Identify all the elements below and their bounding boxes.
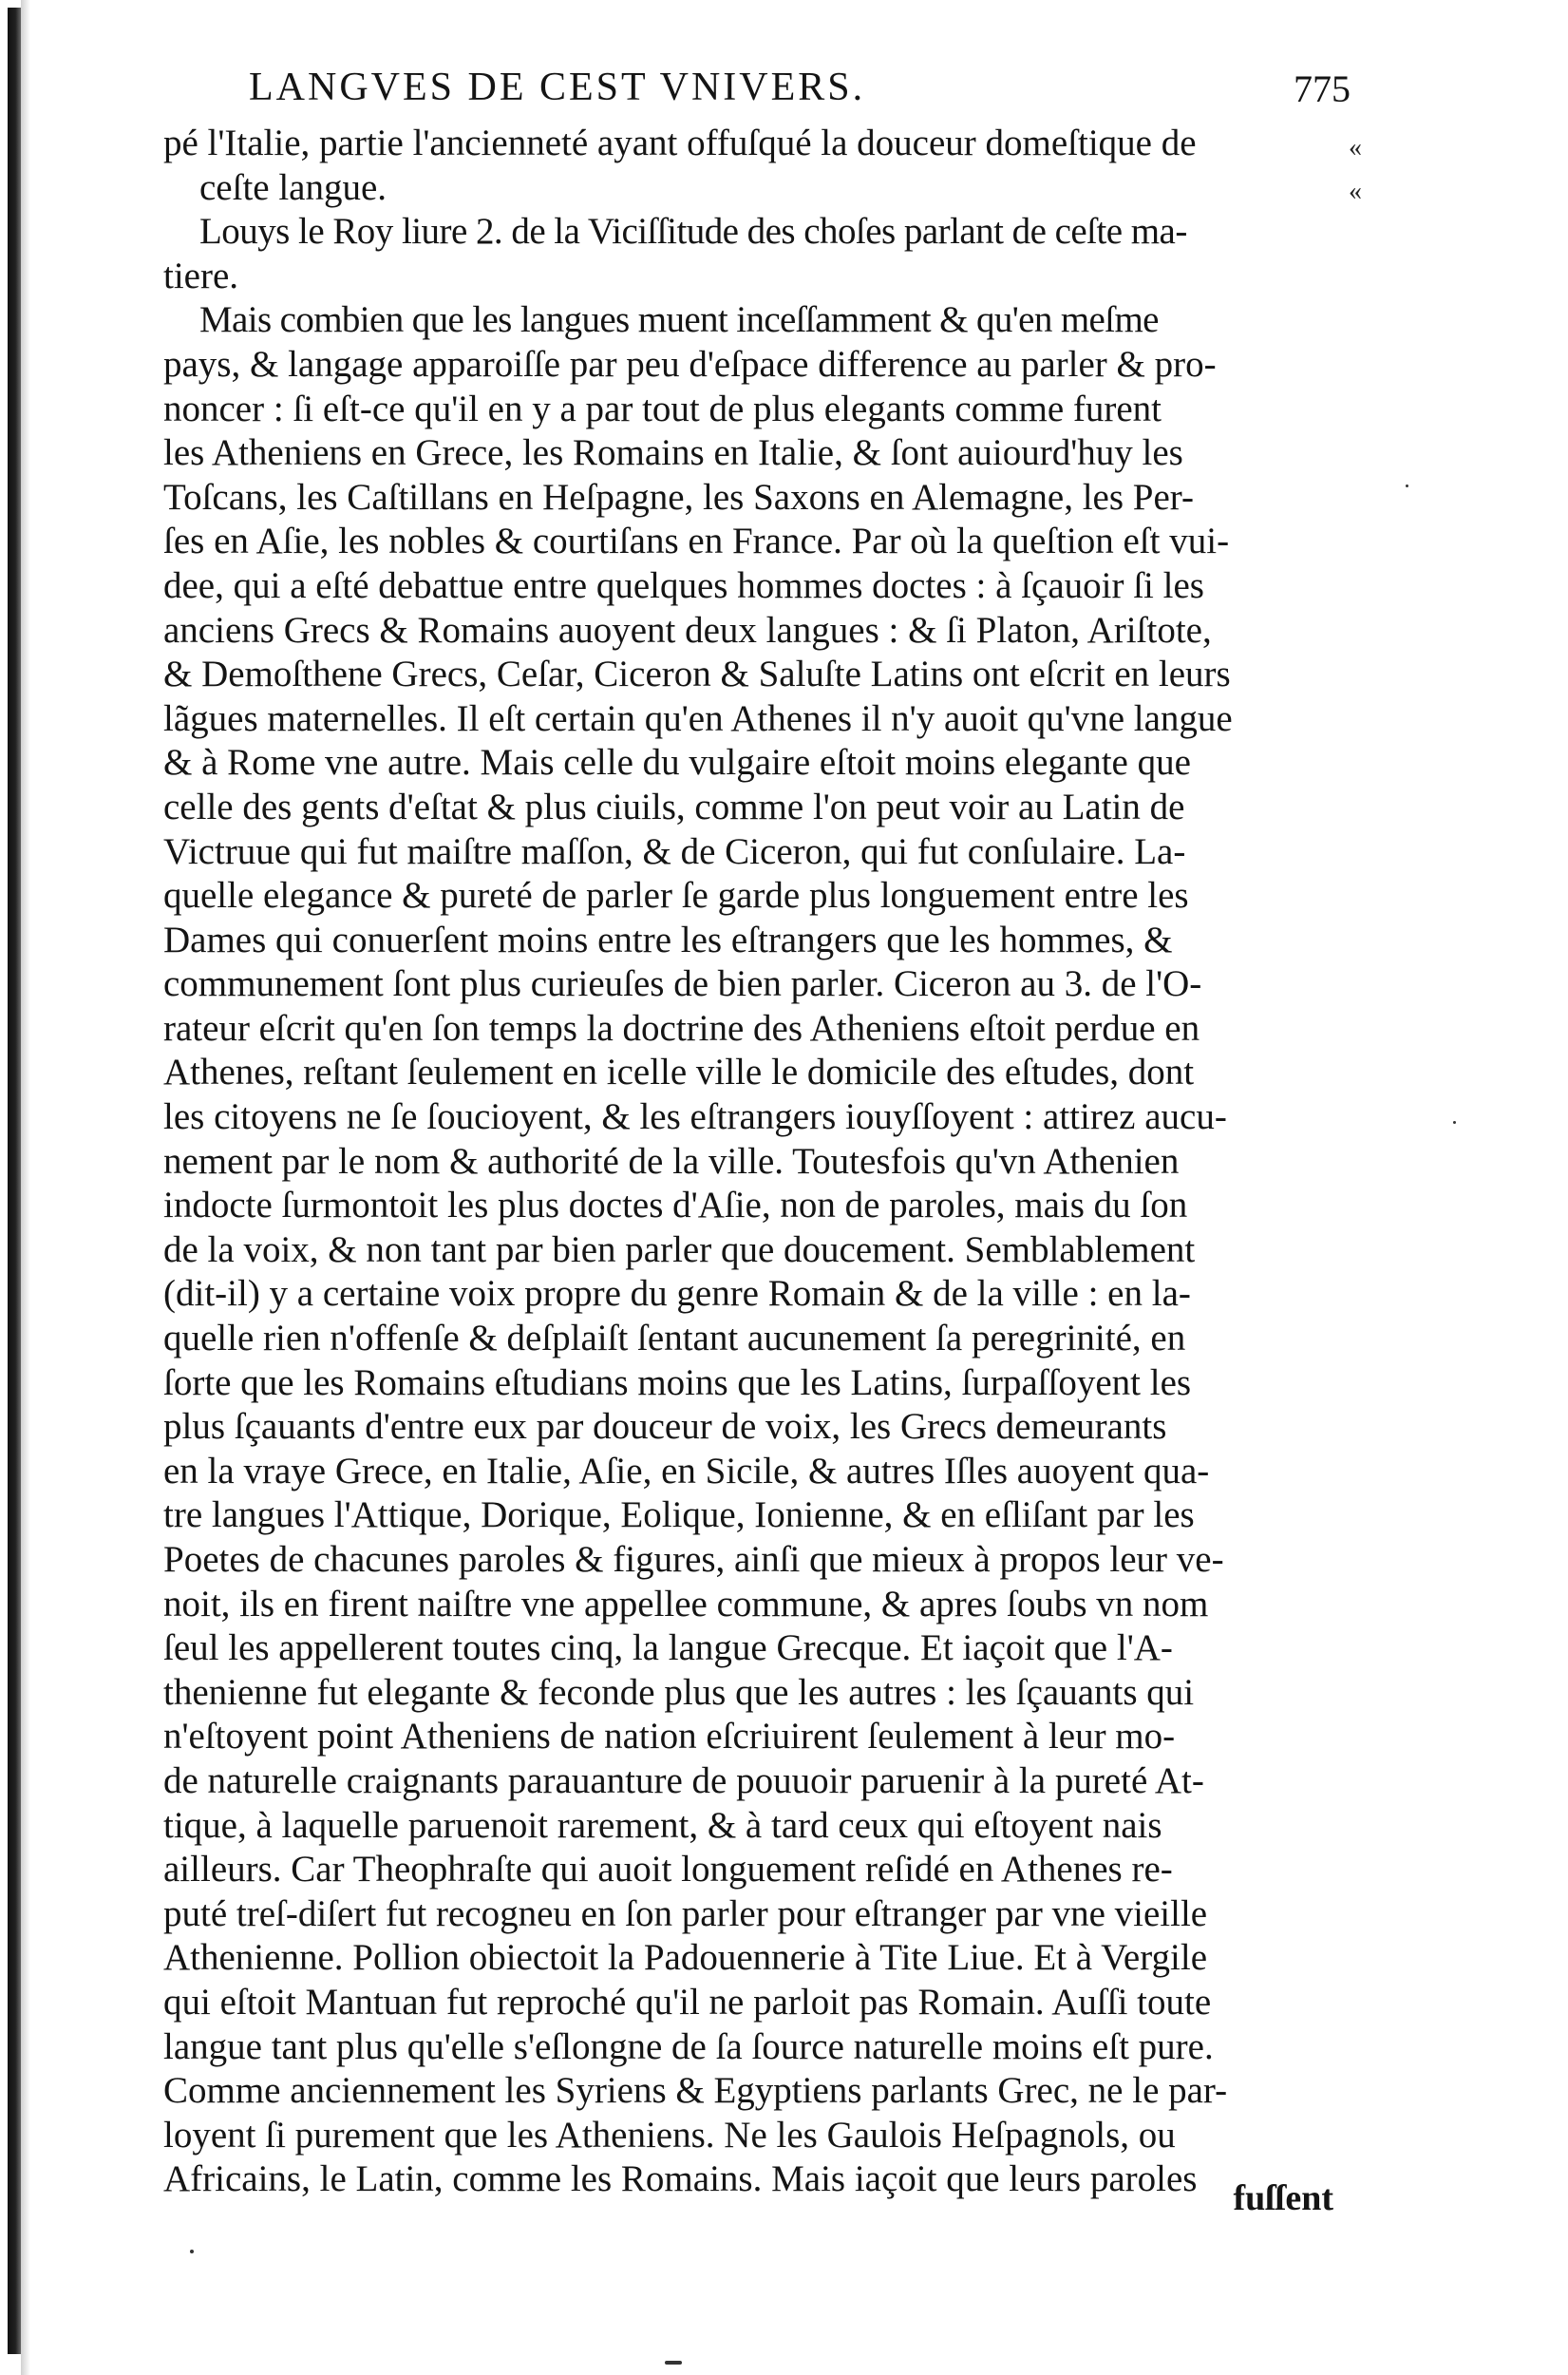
text-line: Athenes, reſtant ſeulement en icelle ville le domicile des eſtudes, dont	[163, 1052, 1195, 1093]
gutter-shadow	[21, 0, 30, 2375]
text-line: de la voix, & non tant par bien parler que doucement. Semblablement	[163, 1228, 1196, 1270]
text-line: & Demoſthene Grecs, Ceſar, Ciceron & Saluſte Latins ont eſcrit en leurs	[163, 654, 1231, 695]
text-line: Africains, le Latin, comme les Romains. Mais iaçoit que leurs paroles	[163, 2158, 1198, 2200]
text-line: loyent ſi purement que les Atheniens. Ne les Gaulois Heſpagnols, ou	[163, 2114, 1176, 2156]
text-line: thenienne fut elegante & feconde plus que les autres : les ſçauants qui	[163, 1671, 1195, 1713]
text-line: tre langues l'Attique, Dorique, Eolique, Ionienne, & en eſliſant par les	[163, 1494, 1195, 1536]
text-line: ſorte que les Romains eſtudians moins que les Latins, ſurpaſſoyent les	[163, 1361, 1192, 1403]
text-line: en la vraye Grece, en Italie, Aſie, en Sicile, & autres Iſles auoyent qua-	[163, 1450, 1210, 1492]
text-line: dee, qui a eſté debattue entre quelques hommes doctes : à ſçauoir ſi les	[163, 564, 1204, 606]
text-line: pays, & langage apparoiſſe par peu d'eſpace difference au parler & pro-	[163, 343, 1217, 385]
running-head	[203, 57, 1351, 110]
text-line: de naturelle craignants parauanture de pouuoir paruenir à la pureté At-	[163, 1759, 1204, 1801]
text-line: les Atheniens en Grece, les Romains en Italie, & ſont auiourd'huy les	[163, 432, 1183, 474]
page-edge-shadow	[8, 8, 21, 2354]
text-line: langue tant plus qu'elle s'eſlongne de ſa ſource naturelle moins eſt pure.	[163, 2025, 1214, 2067]
text-line: n'eſtoyent point Atheniens de nation eſcriuirent ſeulement à leur mo-	[163, 1716, 1176, 1758]
text-line: ſes en Aſie, les nobles & courtiſans en France. Par où la queſtion eſt vui-	[163, 521, 1230, 562]
text-line: indocte ſurmontoit les plus doctes d'Aſie, non de paroles, mais du ſon	[163, 1185, 1188, 1226]
text-line: noit, ils en firent naiſtre vne appellee commune, & apres ſoubs vn nom	[163, 1583, 1209, 1624]
text-line: les citoyens ne ſe ſoucioyent, & les eſtrangers iouyſſoyent : attirez aucu-	[163, 1096, 1227, 1138]
text-line: tique, à laquelle paruenoit rarement, & à tard ceux qui eſtoyent nais	[163, 1804, 1162, 1846]
text-line: & à Rome vne autre. Mais celle du vulgaire eſtoit moins elegante que	[163, 742, 1191, 784]
text-line: celle des gents d'eſtat & plus ciuils, comme l'on peut voir au Latin de	[163, 786, 1185, 827]
text-line: anciens Grecs & Romains auoyent deux langues : & ſi Platon, Ariſtote,	[163, 609, 1212, 651]
text-line: tiere.	[163, 255, 239, 296]
catchword: fuſſent	[1233, 2178, 1333, 2218]
text-line: Comme anciennement les Syriens & Egyptiens parlants Grec, ne le par-	[163, 2070, 1228, 2112]
text-line: quelle elegance & pureté de parler ſe garde plus longuement entre les	[163, 875, 1189, 917]
text-line: lãgues maternelles. Il eſt certain qu'en Athenes il n'y auoit qu'vne langue	[163, 697, 1233, 739]
text-line: Poetes de chacunes paroles & figures, ainſi que mieux à propos leur ve-	[163, 1539, 1224, 1580]
text-line: ceſte langue.	[199, 166, 387, 208]
text-line: Dames qui conuerſent moins entre les eſtrangers que les hommes, &	[163, 919, 1173, 960]
text-line: Mais combien que les langues muent inceſſamment & qu'en meſme	[199, 299, 1159, 341]
text-line: ſeul les appellerent toutes cinq, la langue Grecque. Et iaçoit que l'A-	[163, 1627, 1173, 1669]
body-text	[163, 122, 1332, 2202]
text-line: Louys le Roy liure 2. de la Viciſſitude des choſes parlant de ceſte ma-	[199, 211, 1187, 253]
text-line: rateur eſcrit qu'en ſon temps la doctrine des Atheniens eſtoit perdue en	[163, 1007, 1200, 1049]
running-title: LANGVES DE CEST VNIVERS.	[249, 66, 866, 109]
ink-speck	[1453, 1121, 1456, 1124]
text-line: puté treſ-diſert fut recogneu en ſon parler pour eſtranger par vne vieille	[163, 1892, 1208, 1934]
text-line: noncer : ſi eſt-ce qu'il en y a par tout de plus elegants comme furent	[163, 388, 1162, 429]
text-line: quelle rien n'offenſe & deſplaiſt ſentant aucunement ſa peregrinité, en	[163, 1318, 1186, 1359]
text-line: ailleurs. Car Theophraſte qui auoit longuement reſidé en Athenes re-	[163, 1849, 1173, 1890]
text-line: plus ſçauants d'entre eux par douceur de voix, les Grecs demeurants	[163, 1406, 1167, 1448]
text-line: pé l'Italie, partie l'ancienneté ayant offuſqué la douceur domeſtique de	[163, 123, 1197, 163]
book-page	[163, 57, 1351, 2202]
text-line: qui eſtoit Mantuan fut reproché qu'il ne parloit pas Romain. Auſſi toute	[163, 1981, 1212, 2023]
text-line: Athenienne. Pollion obiectoit la Padouennerie à Tite Liue. Et à Vergile	[163, 1937, 1208, 1979]
text-line: Toſcans, les Caſtillans en Heſpagne, les Saxons en Alemagne, les Per-	[163, 476, 1194, 518]
ink-speck	[665, 2361, 682, 2365]
page-number: 775	[1294, 67, 1351, 110]
margin-quote-mark: «	[1349, 177, 1362, 206]
text-line: (dit-il) y a certaine voix propre du genre Romain & de la ville : en la-	[163, 1273, 1191, 1315]
margin-quote-mark: «	[1349, 133, 1362, 162]
text-line: nement par le nom & authorité de la ville. Toutesfois qu'vn Athenien	[163, 1140, 1180, 1182]
ink-speck	[190, 2250, 194, 2253]
text-line: Victruue qui fut maiſtre maſſon, & de Ciceron, qui fut conſulaire. La-	[163, 830, 1186, 872]
text-line: communement ſont plus curieuſes de bien parler. Ciceron au 3. de l'O-	[163, 963, 1202, 1005]
ink-speck	[1406, 484, 1408, 487]
